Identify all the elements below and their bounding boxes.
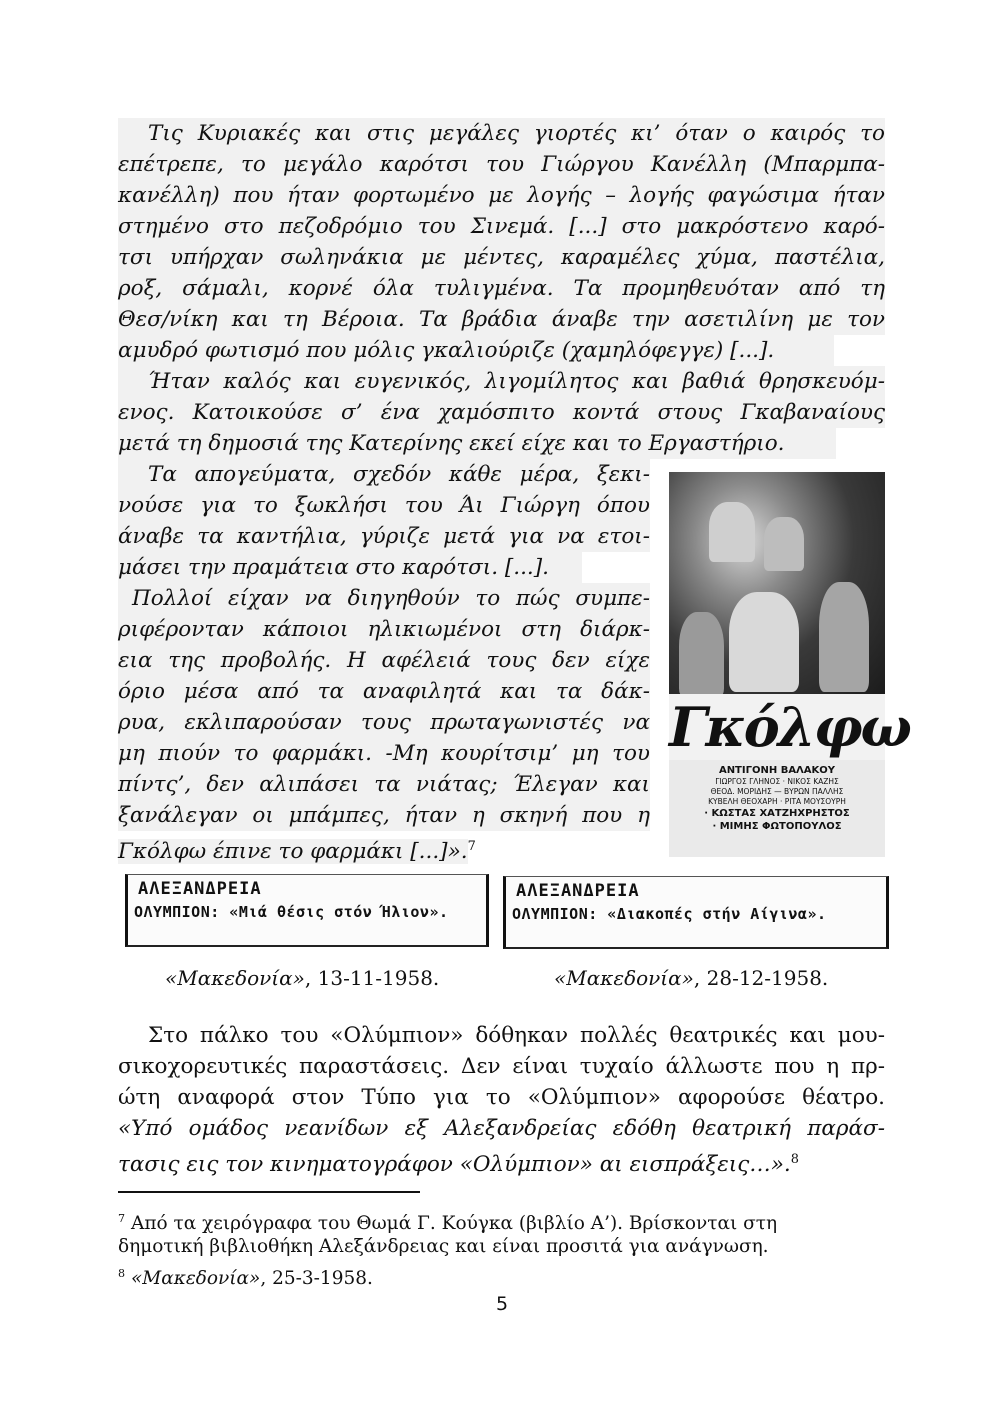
footnote-source: «Μακεδονία» bbox=[130, 1268, 261, 1290]
paragraph-line: κανέλλη) που ήταν φορτωμένο με λογής – λογής φαγώσιμα ήταν bbox=[118, 180, 885, 211]
footnote-date: , 25-3-1958. bbox=[260, 1268, 373, 1290]
paragraph-line: «Υπό ομάδος νεανίδων εξ Αλεξανδρείας εδόθη θεατρική παράσ- bbox=[118, 1116, 885, 1141]
paragraph-1 bbox=[118, 118, 885, 366]
paragraph-line: ρυα, εκλιπαρούσαν τους πρωταγωνιστές να bbox=[118, 707, 650, 738]
paragraph-line: όριο μέσα από τα αναφιλητά και τα δάκ- bbox=[118, 676, 650, 707]
poster-figure bbox=[729, 592, 799, 692]
clipping-text: ΟΛΥΜΠΙΟΝ: «Μιά θέσις στόν Ήλιον». bbox=[134, 903, 449, 921]
footnote-number: 7 bbox=[118, 1212, 126, 1225]
paragraph-line: Τα απογεύματα, σχεδόν κάθε μέρα, ξεκι- bbox=[118, 459, 650, 490]
paragraph-line: Πολλοί είχαν να διηγηθούν το πώς συμπε- bbox=[118, 583, 650, 614]
paragraph-line: στημένο στο πεζοδρόμιο του Σινεμά. [...] στο μακρόστενο καρό- bbox=[118, 211, 885, 242]
clipping-heading: ΑΛΕΞΑΝΔΡΕΙΑ bbox=[138, 879, 262, 899]
paragraph-line: τσι υπήρχαν σωληνάκια με μέντες, καραμέλες χύμα, παστέλια, bbox=[118, 242, 885, 273]
paragraph-line: Ήταν καλός και ευγενικός, λιγομίλητος και βαθιά θρησκευόμ- bbox=[118, 366, 885, 397]
clipping-caption-1 bbox=[165, 966, 439, 990]
clipping-text: ΟΛΥΜΠΙΟΝ: «Διακοπές στήν Αίγινα». bbox=[512, 905, 827, 923]
footnote-number: 8 bbox=[118, 1267, 126, 1280]
poster-credit-line: · ΚΩΣΤΑΣ ΧΑΤΖΗΧΡΗΣΤΟΣ bbox=[704, 808, 850, 819]
newspaper-clipping-1 bbox=[125, 874, 489, 947]
poster-credit-line: · ΜΙΜΗΣ ΦΩΤΟΠΟΥΛΟΣ bbox=[712, 821, 842, 832]
paragraph-line: ώτη αναφορά στον Τύπο για το «Ολύμπιον» αφορούσε θέατρο. bbox=[118, 1085, 885, 1110]
paragraph-line: ροξ, σάμαλι, κορνέ όλα τυλιγμένα. Τα προμηθευόταν από τη bbox=[118, 273, 885, 304]
paragraph-line: ριφέρονταν κάποιοι ηλικιωμένοι στη διάρκ- bbox=[118, 614, 650, 645]
paragraph-line: μάσει την πραμάτεια στο καρότσι. [...]. bbox=[118, 552, 582, 583]
golfo-poster-image bbox=[669, 472, 910, 857]
caption-source: «Μακεδονία» bbox=[554, 966, 694, 990]
footnote-text: Από τα χειρόγραφα του Θωμά Γ. Κούγκα (βιβλίο Α’). Βρίσκονται στη bbox=[130, 1213, 778, 1235]
paragraph-line bbox=[118, 1144, 885, 1180]
footnote-7-cont bbox=[118, 1233, 769, 1260]
paragraph-3 bbox=[118, 459, 650, 583]
footnote-ref-7[interactable]: 7 bbox=[467, 839, 476, 854]
paragraph-line: άναβε τα καντήλια, γύριζε μετά για να ετοι- bbox=[118, 521, 650, 552]
clipping-caption-2 bbox=[554, 966, 828, 990]
paragraph-line: επέτρεπε, το μεγάλο καρότσι του Γιώργου Κανέλλη (Μπαρμπα- bbox=[118, 149, 885, 180]
caption-source: «Μακεδονία» bbox=[165, 966, 305, 990]
poster-credit-line: ΘΕΟΔ. ΜΟΡΙΔΗΣ — ΒΥΡΩΝ ΠΑΛΛΗΣ bbox=[710, 787, 844, 796]
footnote-separator bbox=[118, 1191, 420, 1193]
footnote-text: δημοτική βιβλιοθήκη Αλεξάνδρειας και είναι προσιτά για ανάγνωση. bbox=[118, 1236, 769, 1257]
paragraph-line: Θεσ/νίκη και τη Βέροια. Τα βράδια άναβε την ασετιλίνη με τον bbox=[118, 304, 885, 335]
paragraph-line: νούσε για το ξωκλήσι του Άι Γιώργη όπου bbox=[118, 490, 650, 521]
poster-credit-line: ΓΙΩΡΓΟΣ ΓΛΗΝΟΣ · ΝΙΚΟΣ ΚΑΖΗΣ bbox=[715, 777, 839, 786]
poster-figure bbox=[679, 612, 724, 697]
paragraph-line: εια της προβολής. Η αφέλειά τους δεν είχε bbox=[118, 645, 650, 676]
paragraph-5 bbox=[118, 1020, 885, 1180]
poster-credits bbox=[669, 760, 885, 857]
poster-credit-line: ΑΝΤΙΓΟΝΗ ΒΑΛΑΚΟΥ bbox=[718, 765, 836, 776]
paragraph-line: μη πιούν το φαρμάκι. -Μη κουρίτσιμ’ μη του bbox=[118, 738, 650, 769]
newspaper-clipping-2 bbox=[503, 876, 889, 949]
paragraph-line: Τις Κυριακές και στις μεγάλες γιορτές κι’ όταν ο καιρός το bbox=[118, 118, 885, 149]
paragraph-4 bbox=[118, 583, 650, 867]
footnote-8 bbox=[118, 1260, 373, 1292]
paragraph-line-text: Γκόλφω έπινε το φαρμάκι [...]». bbox=[118, 839, 468, 865]
paragraph-line: σικοχορευτικές παραστάσεις. Δεν είναι τυχαίο άλλωστε που η πρ- bbox=[118, 1054, 885, 1079]
caption-date: , 28-12-1958. bbox=[693, 966, 829, 990]
paragraph-line: αμυδρό φωτισμό που μόλις γκαλιούριζε (χαμηλόφεγγε) [...]. bbox=[118, 335, 834, 366]
clipping-heading: ΑΛΕΞΑΝΔΡΕΙΑ bbox=[516, 881, 640, 901]
paragraph-2 bbox=[118, 366, 885, 459]
paragraph-line: ενος. Κατοικούσε σ’ ένα χαμόσπιτο κοντά στους Γκαβαναίους bbox=[118, 397, 885, 428]
poster-credit-line: ΚΥΒΕΛΗ ΘΕΟΧΑΡΗ · ΡΙΤΑ ΜΟΥΣΟΥΡΗ bbox=[708, 797, 846, 806]
page-number: 5 bbox=[495, 1293, 509, 1315]
paragraph-line bbox=[118, 831, 650, 867]
paragraph-line: Στο πάλκο του «Ολύμπιον» δόθηκαν πολλές θεατρικές και μου- bbox=[148, 1023, 885, 1048]
poster-figure bbox=[764, 517, 804, 571]
footnote-ref-8[interactable]: 8 bbox=[790, 1152, 799, 1167]
paragraph-line: ξανάλεγαν οι μπάμπες, ήταν η σκηνή που η bbox=[118, 800, 650, 831]
poster-figure bbox=[819, 582, 869, 692]
caption-date: , 13-11-1958. bbox=[304, 966, 440, 990]
paragraph-line-text: τασις εις τον κινηματογράφον «Ολύμπιον» αι εισπράξεις…». bbox=[118, 1152, 791, 1178]
poster-title: Γκόλφω bbox=[669, 695, 910, 759]
paragraph-line: μετά τη δημοσιά της Κατερίνης εκεί είχε και το Εργαστήριο. bbox=[118, 428, 836, 459]
poster-figure bbox=[709, 502, 755, 562]
paragraph-line: πίντς’, δεν αλιπάσει τα νιάτας; Έλεγαν και bbox=[118, 769, 650, 800]
